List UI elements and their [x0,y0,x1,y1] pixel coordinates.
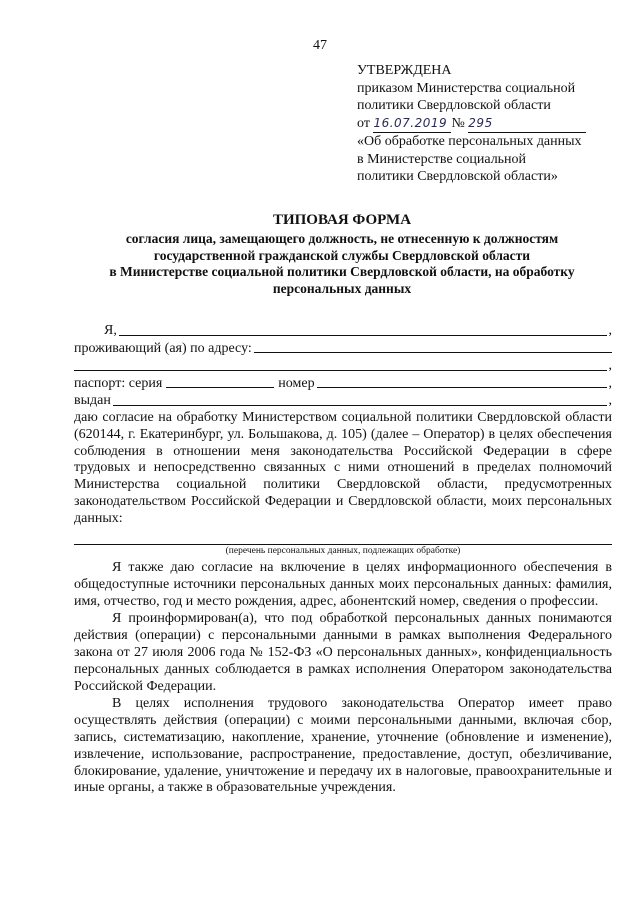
paragraph-informed: Я проинформирован(а), что под обработкой персональных данных понимаются действия (операции) с персональными данными в рамках выполнения Федерального закона от 27 июля 2006 года № 152-ФЗ «О персональных данных», конфиденциальность персональных данных соблюдается в рамках исполнения Оператором законодательства Российской Федерации. [74,611,612,694]
page-number: 47 [313,38,327,53]
handwritten-number: 295 [468,115,586,134]
document-title [72,212,612,297]
approval-subject-3: политики Свердловской области» [357,169,558,184]
comma: , [608,358,612,374]
title-line-2: государственной гражданской службы Свердловской области [153,247,531,263]
passport-number-field[interactable] [317,376,607,388]
body-paragraphs [74,560,612,797]
approval-stamp [357,62,617,186]
name-field[interactable] [119,324,607,336]
passport-series-label: паспорт: серия [74,375,163,391]
passport-row [74,375,612,393]
issued-row [74,392,612,410]
handwritten-date: 16.07.2019 [373,115,451,134]
passport-series-field[interactable] [166,376,274,388]
personal-data-list-line[interactable] [74,544,612,545]
title-line-3: в Министерстве социальной политики Свердловской области, на обработку [109,264,575,279]
paragraph-labor: В целях исполнения трудового законодательства Оператор имеет право осуществлять действия (операции) с моими персональными данными, включая сбор, запись, систематизацию, накопление, хранение, уточнение (обновление и изменение), извлечение, использование, распространение, предоставление, доступ, обезличивание, блокирование, удаление, уничтожение и передачу их в налоговые, правоохранительные и иные органы, а также в образовательные учреждения. [74,696,612,796]
name-row [74,322,612,340]
approval-line-2: политики Свердловской области [357,98,551,113]
number-label: № [451,115,465,131]
passport-number-label: номер [278,375,315,391]
title-line-4: персональных данных [272,280,412,296]
consent-paragraph [74,410,612,528]
consent-text: даю согласие на обработку Министерством социальной политики Свердловской области (620144, г. Екатеринбург, ул. Большакова, д. 105) (далее – Оператор) в целях обеспечения соблюдения в отношении меня законодательства Российской Федерации в сфере трудовых и непосредственно связанных с ними отношений в пределах полномочий Министерства социальной политики Свердловской области, предусмотренных законодательством Российской Федерации и Свердловской области, моих персональных данных: [74,410,612,526]
address-field-continued[interactable] [74,359,607,371]
comma: , [608,393,612,409]
date-prefix: от [357,115,370,131]
title-line-1: согласия лица, замещающего должность, не отнесенную к должностям [125,231,559,246]
comma: , [608,323,612,338]
approval-line-1: приказом Министерства социальной [357,80,576,96]
approval-heading: УТВЕРЖДЕНА [357,63,452,78]
personal-fields [74,322,612,410]
address-label: проживающий (ая) по адресу: [74,340,252,356]
title-main: ТИПОВАЯ ФОРМА [272,212,412,228]
comma: , [608,375,612,391]
i-label: Я, [104,323,117,338]
address-continuation-row [74,357,612,375]
issued-label: выдан [74,393,111,409]
address-row [74,340,612,358]
paragraph-public-sources: Я также даю согласие на включение в целях информационного обеспечения в общедоступные источники персональных данных моих персональных данных: фамилия, имя, отчество, год и место рождения, адрес, абонентский номер, сведения о профессии. [74,560,612,609]
list-caption: (перечень персональных данных, подлежащих обработке) [225,546,461,556]
approval-subject-1: «Об обработке персональных данных [357,134,582,149]
approval-subject-2: в Министерстве социальной [357,151,527,167]
approval-date-row [357,115,617,134]
issued-by-field[interactable] [113,394,607,406]
address-field[interactable] [254,341,612,353]
